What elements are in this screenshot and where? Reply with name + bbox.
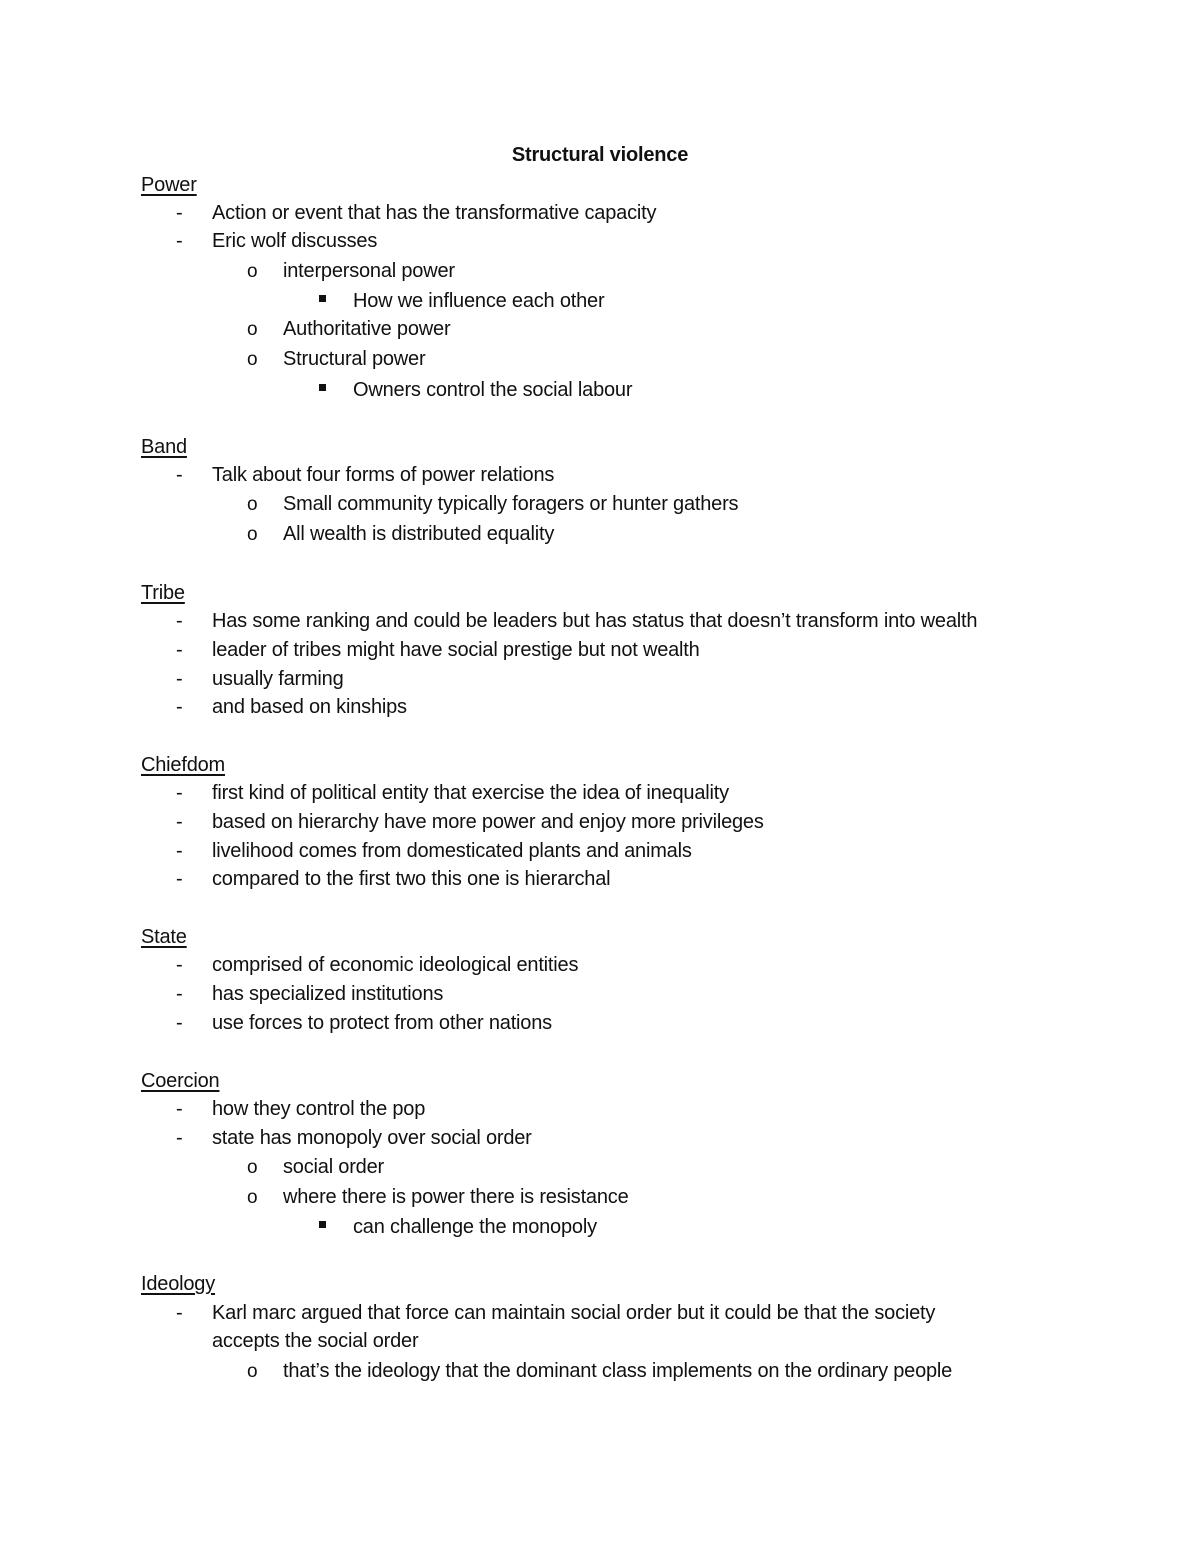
heading-band: Band (141, 436, 187, 458)
list-item: leader of tribes might have social prestige but not wealth (212, 639, 700, 661)
dash-marker: - (176, 464, 183, 486)
list-item: Eric wolf discusses (212, 230, 378, 252)
circle-marker: o (247, 1187, 258, 1208)
list-item: can challenge the monopoly (353, 1216, 597, 1238)
list-item: first kind of political entity that exercise the idea of inequality (212, 782, 729, 804)
circle-marker: o (247, 261, 258, 282)
circle-marker: o (247, 494, 258, 515)
list-item: All wealth is distributed equality (283, 523, 555, 545)
heading-coercion: Coercion (141, 1070, 220, 1092)
list-item: social order (283, 1156, 384, 1178)
list-item-continuation: accepts the social order (212, 1330, 419, 1352)
list-item: based on hierarchy have more power and enjoy more privileges (212, 811, 764, 833)
heading-ideology: Ideology (141, 1273, 216, 1295)
circle-marker: o (247, 319, 258, 340)
heading-power: Power (141, 174, 197, 196)
list-item: usually farming (212, 668, 344, 690)
circle-marker: o (247, 1361, 258, 1382)
list-item: compared to the first two this one is hierarchal (212, 868, 611, 890)
circle-marker: o (247, 349, 258, 370)
square-bullet-icon (319, 295, 326, 302)
list-item: Karl marc argued that force can maintain social order but it could be that the society (212, 1302, 936, 1324)
dash-marker: - (176, 696, 183, 718)
dash-marker: - (176, 668, 183, 690)
dash-marker: - (176, 983, 183, 1005)
dash-marker: - (176, 782, 183, 804)
list-item: Action or event that has the transformative capacity (212, 202, 657, 224)
dash-marker: - (176, 1098, 183, 1120)
dash-marker: - (176, 954, 183, 976)
page-title: Structural violence (511, 144, 689, 166)
heading-tribe: Tribe (141, 582, 185, 604)
list-item: comprised of economic ideological entities (212, 954, 579, 976)
dash-marker: - (176, 610, 183, 632)
dash-marker: - (176, 811, 183, 833)
list-item: and based on kinships (212, 696, 407, 718)
dash-marker: - (176, 840, 183, 862)
dash-marker: - (176, 202, 183, 224)
list-item: Small community typically foragers or hunter gathers (283, 493, 739, 515)
list-item: livelihood comes from domesticated plants and animals (212, 840, 692, 862)
dash-marker: - (176, 1127, 183, 1149)
circle-marker: o (247, 1157, 258, 1178)
dash-marker: - (176, 230, 183, 252)
list-item: has specialized institutions (212, 983, 444, 1005)
list-item: where there is power there is resistance (283, 1186, 629, 1208)
list-item: that’s the ideology that the dominant class implements on the ordinary people (283, 1360, 953, 1382)
list-item: Talk about four forms of power relations (212, 464, 555, 486)
list-item: Structural power (283, 348, 426, 370)
dash-marker: - (176, 1012, 183, 1034)
dash-marker: - (176, 639, 183, 661)
list-item: state has monopoly over social order (212, 1127, 532, 1149)
list-item: use forces to protect from other nations (212, 1012, 552, 1034)
list-item: Owners control the social labour (353, 379, 633, 401)
list-item: interpersonal power (283, 260, 455, 282)
dash-marker: - (176, 868, 183, 890)
list-item: how they control the pop (212, 1098, 426, 1120)
heading-state: State (141, 926, 187, 948)
list-item: Authoritative power (283, 318, 451, 340)
list-item: Has some ranking and could be leaders but has status that doesn’t transform into wealth (212, 610, 978, 632)
square-bullet-icon (319, 1221, 326, 1228)
dash-marker: - (176, 1302, 183, 1324)
square-bullet-icon (319, 384, 326, 391)
heading-chiefdom: Chiefdom (141, 754, 225, 776)
list-item: How we influence each other (353, 290, 605, 312)
circle-marker: o (247, 524, 258, 545)
